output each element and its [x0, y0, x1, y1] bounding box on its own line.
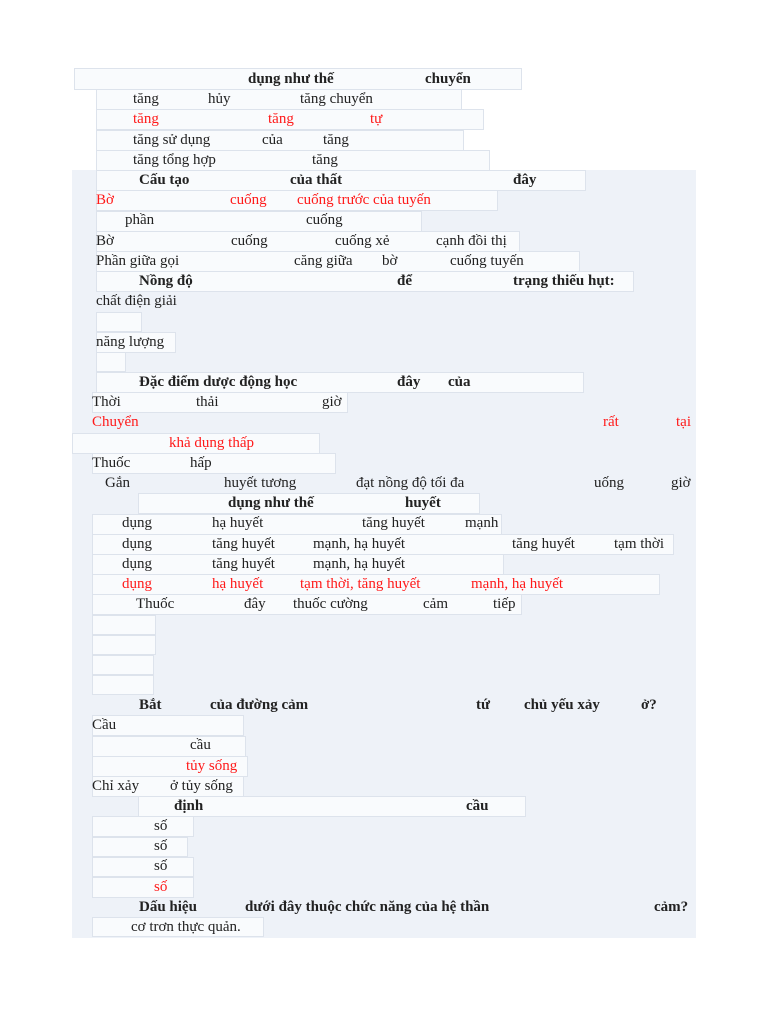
text-fragment: số	[154, 858, 168, 874]
heading-text-fragment: cảm?	[654, 899, 689, 915]
text-fragment: Thuốc	[92, 455, 131, 471]
highlighted-text-fragment: tại	[676, 414, 691, 430]
heading-text-fragment: cầu	[466, 798, 489, 814]
text-fragment: đây	[244, 596, 266, 612]
text-fragment: giờ	[671, 475, 691, 491]
text-fragment: Thời	[92, 394, 121, 410]
text-fragment: tăng huyết	[212, 536, 275, 552]
text-fragment: năng lượng	[96, 334, 165, 350]
highlighted-text-fragment: tủy sống	[186, 758, 238, 774]
text-fragment: Chỉ xảy	[92, 778, 140, 794]
highlighted-text-fragment: khả dụng thấp	[169, 435, 254, 451]
highlighted-text-fragment: tạm thời, tăng huyết	[300, 576, 421, 592]
text-fragment: cuống xẻ	[335, 233, 390, 249]
text-fragment: số	[154, 818, 168, 834]
heading-text-fragment: huyết	[405, 495, 441, 511]
text-fragment: cơ trơn thực quản.	[131, 919, 241, 935]
text-fragment: bờ	[382, 253, 398, 269]
text-fragment: Cầu	[92, 717, 117, 733]
text-fragment: cuống tuyến	[450, 253, 524, 269]
text-fragment: Thuốc	[136, 596, 175, 612]
heading-text-fragment: chuyển	[425, 71, 471, 87]
text-fragment: tăng	[312, 152, 338, 168]
text-fragment: tăng sử dụng	[133, 132, 211, 148]
text-fragment: tăng tổng hợp	[133, 152, 216, 168]
highlighted-text-fragment: cuống	[230, 192, 267, 208]
text-fragment: dụng	[122, 556, 152, 572]
text-fragment: hấp	[190, 455, 212, 471]
highlighted-text-fragment: rất	[603, 414, 619, 430]
heading-text-fragment: Đặc điểm dược động học	[139, 374, 298, 390]
text-fragment: số	[154, 838, 168, 854]
text-fragment: tạm thời	[614, 536, 665, 552]
text-fragment: ở tủy sống	[170, 778, 233, 794]
highlighted-text-fragment: mạnh, hạ huyết	[471, 576, 564, 592]
text-fragment: dụng	[122, 515, 152, 531]
heading-text-fragment: Bắt	[139, 697, 162, 713]
text-fragment: cầu	[190, 737, 211, 753]
text-fragment: Gắn	[105, 475, 130, 491]
heading-text-fragment: đây	[513, 172, 537, 188]
text-fragment: hủy	[208, 91, 231, 107]
highlighted-text-fragment: hạ huyết	[212, 576, 264, 592]
text-fragment: huyết tương	[224, 475, 297, 491]
highlighted-text-fragment: tăng	[268, 111, 294, 127]
text-fragment: Phần giữa gọi	[96, 253, 180, 269]
highlighted-text-fragment: tự	[370, 111, 383, 127]
heading-text-fragment: để	[397, 273, 412, 289]
heading-text-fragment: của	[448, 374, 471, 390]
text-fragment: tăng huyết	[512, 536, 575, 552]
highlighted-text-fragment: số	[154, 879, 168, 895]
text-fragment: cạnh đồi thị	[436, 233, 507, 249]
heading-text-fragment: của thất	[290, 172, 343, 188]
heading-text-fragment: Dấu hiệu	[139, 899, 197, 915]
text-fragment: thải	[196, 394, 219, 410]
heading-text-fragment: ở?	[641, 697, 657, 713]
text-fragment: đạt nồng độ tối đa	[356, 475, 465, 491]
text-fragment: cảm	[423, 596, 448, 612]
text-fragment: của	[262, 132, 283, 148]
heading-text-fragment: dụng như thế	[228, 495, 314, 511]
heading-text-fragment: Cấu tạo	[139, 172, 190, 188]
heading-text-fragment: của đường cảm	[210, 697, 309, 713]
text-fragment: mạnh, hạ huyết	[313, 556, 406, 572]
highlighted-text-fragment: dụng	[122, 576, 152, 592]
text-fragment: thuốc cường	[293, 596, 368, 612]
text-fragment: tăng huyết	[362, 515, 425, 531]
heading-text-fragment: tứ	[476, 697, 490, 713]
text-fragment: cuống	[306, 212, 343, 228]
highlighted-text-fragment: tăng	[133, 111, 159, 127]
text-fragment: chất điện giải	[96, 293, 177, 309]
text-fragment: tăng	[323, 132, 349, 148]
text-fragment: mạnh, hạ huyết	[313, 536, 406, 552]
heading-text-fragment: Nồng độ	[139, 273, 193, 289]
text-fragment: phần	[125, 212, 155, 228]
heading-text-fragment: dưới đây thuộc chức năng của hệ thần	[245, 899, 490, 915]
text-fragment: cuống	[231, 233, 268, 249]
heading-text-fragment: định	[174, 798, 204, 814]
heading-text-fragment: dụng như thế	[248, 71, 334, 87]
text-fragment: tăng	[133, 91, 159, 107]
text-fragment: giờ	[322, 394, 342, 410]
heading-text-fragment: chủ yếu xảy	[524, 697, 600, 713]
text-fragment: dụng	[122, 536, 152, 552]
highlighted-text-fragment: Bờ	[96, 192, 114, 208]
text-fragment: tiếp	[493, 596, 516, 612]
text-fragment: hạ huyết	[212, 515, 264, 531]
text-fragment: tăng huyết	[212, 556, 275, 572]
highlighted-text-fragment: cuống trước của tuyến	[297, 192, 431, 208]
text-fragment: căng giữa	[294, 253, 353, 269]
text-fragment: tăng chuyển	[300, 91, 373, 107]
text-fragment: mạnh	[465, 515, 499, 531]
highlighted-text-fragment: Chuyển	[92, 414, 139, 430]
heading-text-fragment: trạng thiếu hụt:	[513, 273, 615, 289]
text-fragment: Bờ	[96, 233, 114, 249]
heading-text-fragment: đây	[397, 374, 421, 390]
text-fragment: uống	[594, 475, 624, 491]
